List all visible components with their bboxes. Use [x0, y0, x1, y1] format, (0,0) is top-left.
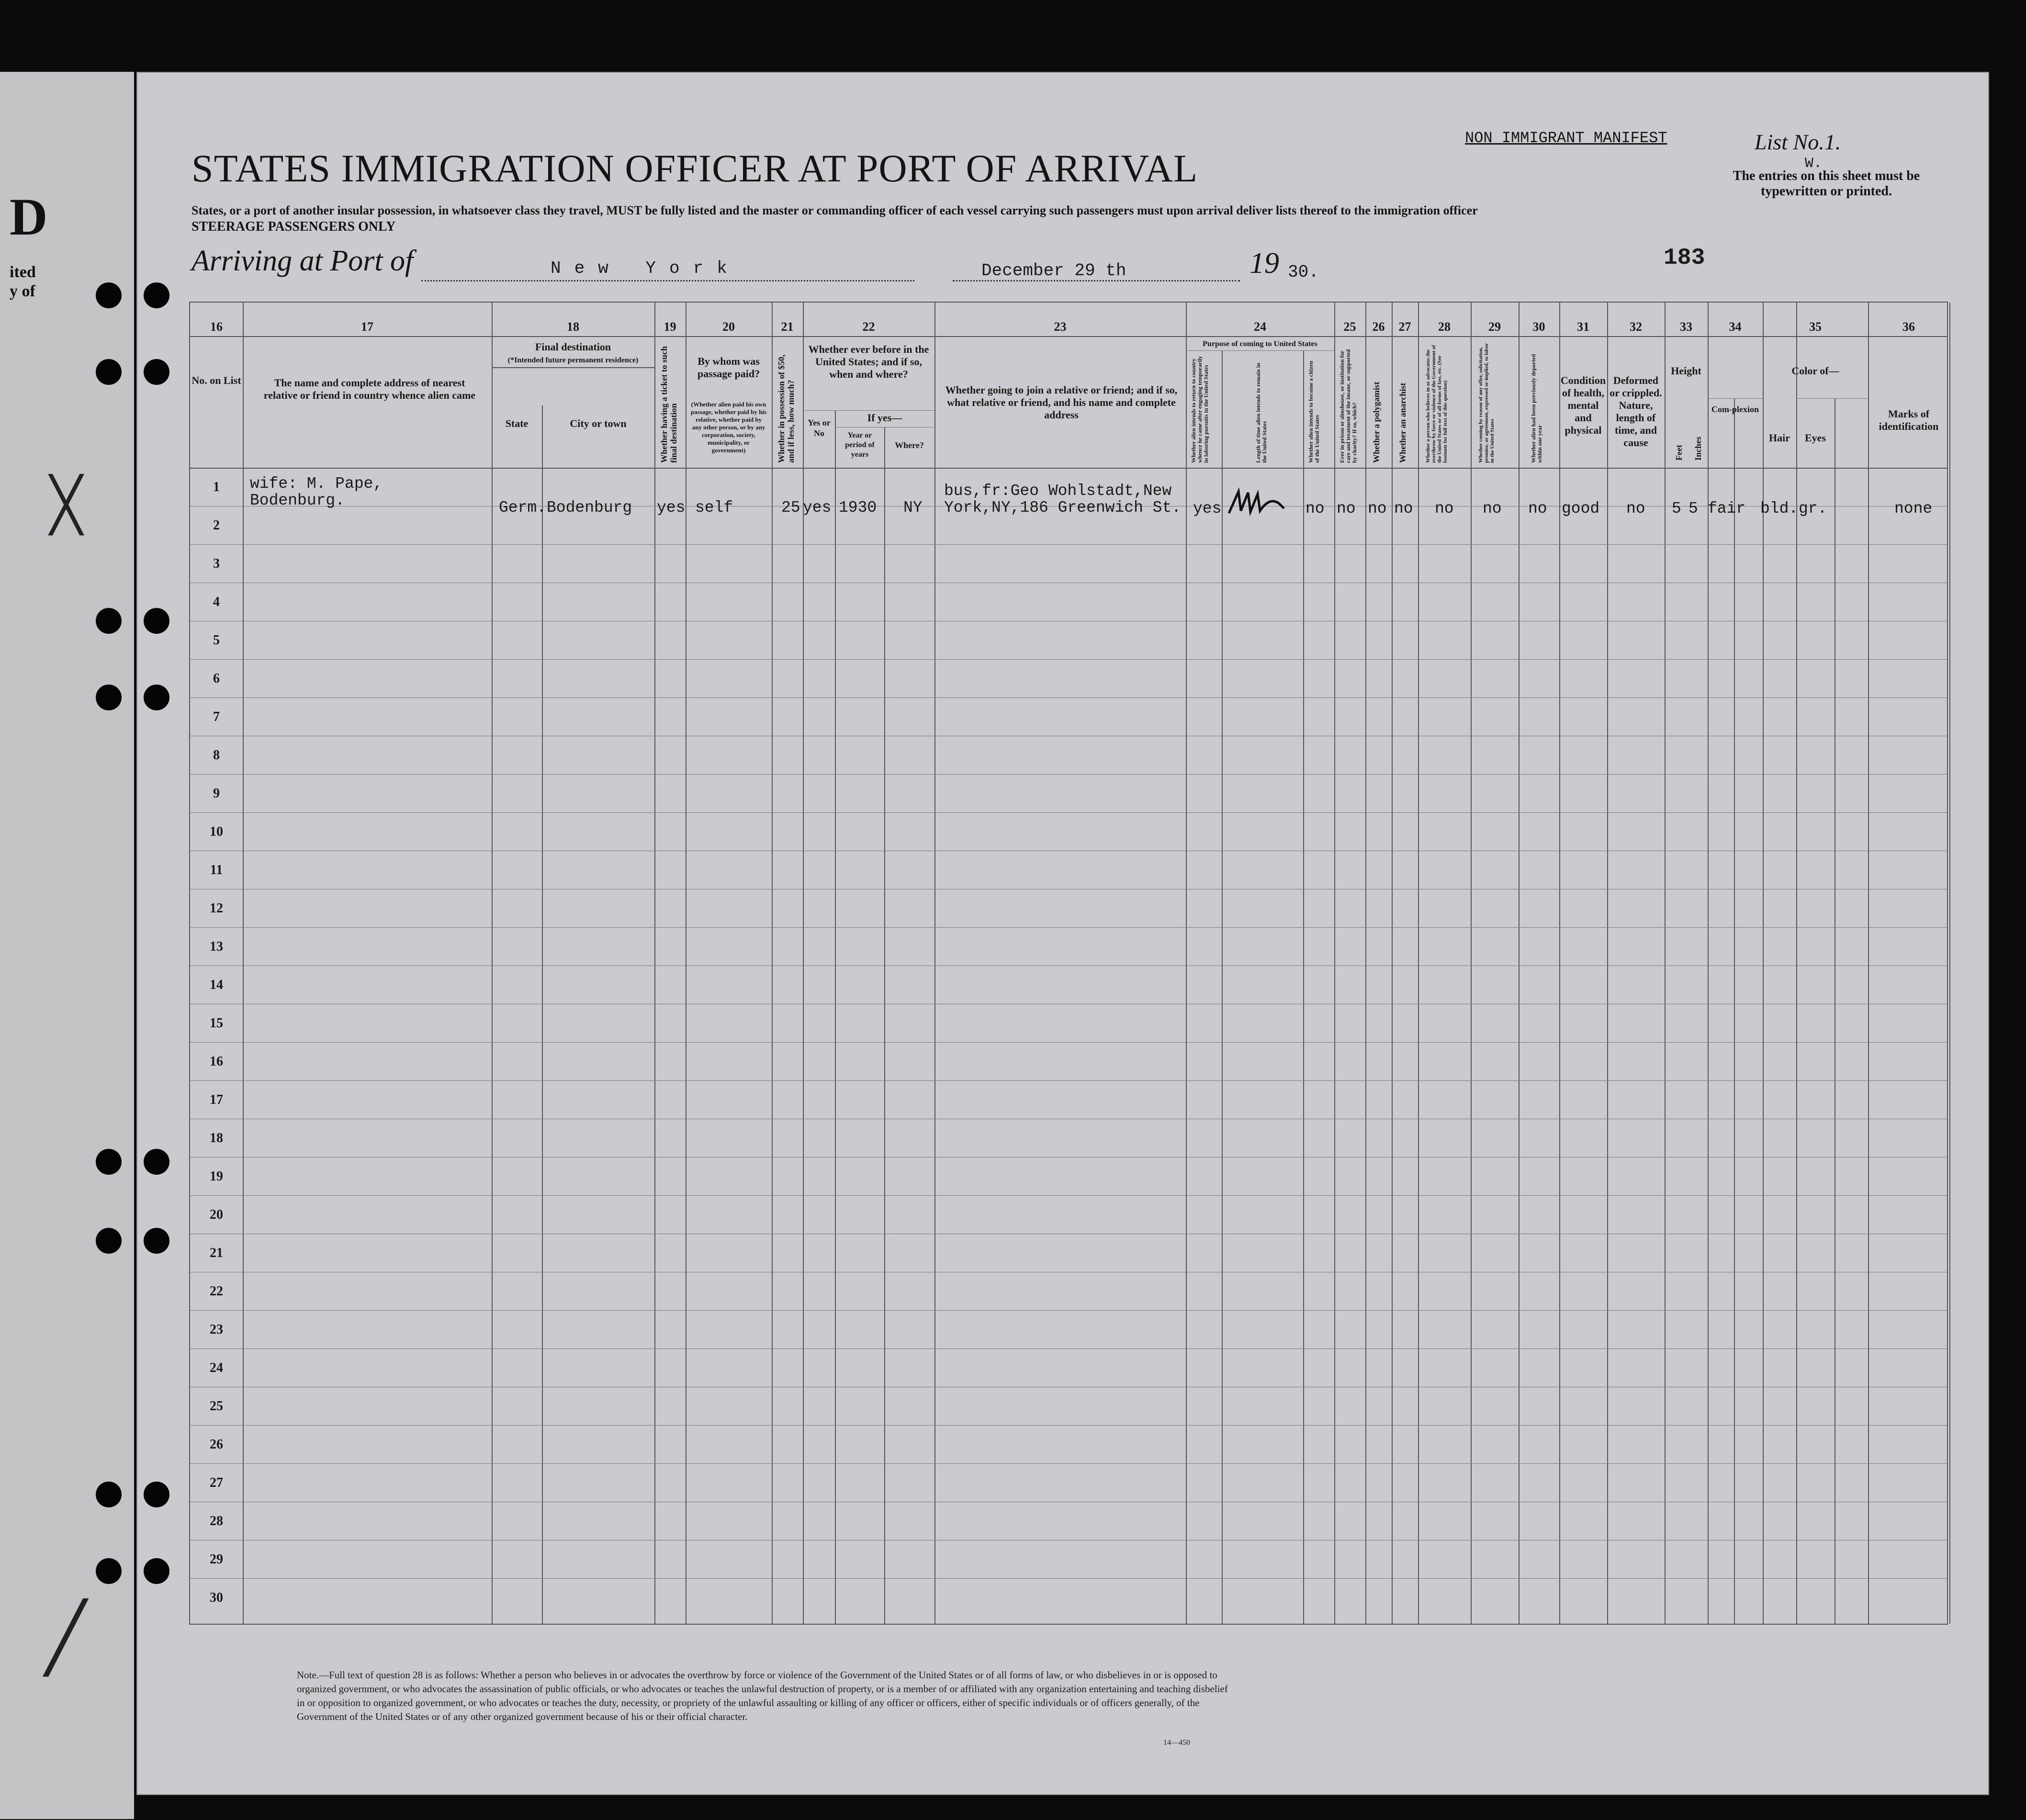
manifest-type: NON IMMIGRANT MANIFEST	[1465, 129, 1667, 147]
col-32-number: 32	[1630, 320, 1642, 334]
row-number: 15	[210, 1016, 223, 1031]
col-20-header: By whom was passage paid?	[697, 355, 760, 380]
col-33-header: Height	[1671, 365, 1701, 377]
entry-marks: none	[1894, 500, 1933, 517]
row-divider	[190, 544, 1947, 545]
col-24-number: 24	[1254, 320, 1266, 334]
entry-city: Bodenburg	[547, 499, 632, 517]
entry-state: Germ.	[499, 499, 547, 517]
row-divider	[190, 927, 1947, 928]
punch-hole	[144, 608, 169, 634]
col-27-number: 27	[1398, 320, 1411, 334]
row-number: 18	[210, 1131, 223, 1146]
col-20-subheader: (Whether alien paid his own passage, whether paid by his relative, whether paid by any other person, or by any corporation, society, municipality, or government)	[690, 401, 767, 454]
col-18-header: Final destination	[535, 341, 611, 353]
col-24c-header: Whether alien intends to become a citizen of the United States	[1307, 360, 1320, 463]
col-28-number: 28	[1438, 320, 1451, 334]
entry-offer: no	[1483, 500, 1502, 517]
col-22-header: Whether ever before in the United States; and if so, when and where?	[808, 343, 929, 380]
row-number: 7	[213, 709, 220, 724]
entry-feet: 5	[1672, 500, 1681, 517]
row-number: 29	[210, 1552, 223, 1567]
punch-hole	[144, 282, 169, 308]
col-35-header: Color of—	[1791, 365, 1839, 377]
x-mark: ╱	[45, 1599, 86, 1677]
row-divider	[190, 697, 1947, 698]
row-divider	[190, 1080, 1947, 1081]
col-22-ifyes-header: If yes—	[867, 412, 902, 424]
left-fragment-text-2: y of	[10, 282, 35, 300]
page-number: 183	[1664, 245, 1705, 271]
row-number: 3	[213, 556, 220, 571]
entry-hair: bld.	[1760, 500, 1799, 517]
entry-citizen: no	[1306, 500, 1325, 517]
punch-hole	[96, 1482, 122, 1507]
punch-hole	[96, 1558, 122, 1584]
row-number: 2	[213, 518, 220, 533]
port-value: New York	[551, 258, 741, 278]
entry-inches: 5	[1688, 500, 1698, 517]
col-27-header: Whether an anarchist	[1398, 382, 1407, 463]
col-36-header: Marks of identification	[1879, 408, 1939, 432]
punch-hole	[144, 685, 169, 710]
col-31-number: 31	[1577, 320, 1589, 334]
row-number: 25	[210, 1399, 223, 1414]
col-16-number: 16	[210, 320, 223, 334]
col-35-number: 35	[1809, 320, 1822, 334]
row-divider	[190, 774, 1947, 775]
entry-relative-line2: Bodenburg.	[250, 492, 345, 509]
col-33-feet-header: Feet	[1674, 445, 1684, 461]
entry-relative-line1: wife: M. Pape,	[250, 475, 383, 493]
col-22-number: 22	[862, 320, 875, 334]
punch-hole	[144, 359, 169, 385]
row-number: 4	[213, 595, 220, 609]
col-24b-header: Length of time alien intends to remain in the United States	[1255, 363, 1268, 463]
entry-deformed: no	[1626, 500, 1645, 517]
entry-overthrow: no	[1435, 500, 1454, 517]
punch-hole	[96, 1149, 122, 1175]
col-18-state-header: State	[505, 417, 529, 429]
row-number: 13	[210, 939, 223, 954]
row-number: 22	[210, 1284, 223, 1299]
punch-hole	[96, 608, 122, 634]
row-divider	[190, 659, 1947, 660]
class-label: STEERAGE PASSENGERS ONLY	[191, 219, 396, 234]
col-30-number: 30	[1532, 320, 1545, 334]
row-number: 26	[210, 1437, 223, 1452]
entry-anarchist: no	[1394, 500, 1413, 517]
entry-ticket: yes	[657, 499, 686, 517]
entry-money: 25	[781, 499, 800, 517]
form-number: 14—450	[1163, 1739, 1190, 1747]
row-number: 9	[213, 786, 220, 801]
col-29-header: Whether coming by reason of any offer, solicitation, promise, or agreement, expressed or implied, to labor in the United States	[1478, 343, 1495, 463]
row-number: 23	[210, 1322, 223, 1337]
col-21-header: Whether in possession of $50, and if less, how much?	[777, 354, 796, 463]
col-16-header: No. on List	[191, 374, 241, 386]
col-35-hair-header: Hair	[1769, 432, 1790, 444]
punch-hole	[144, 1228, 169, 1254]
row-divider	[190, 1578, 1947, 1579]
row-number: 28	[210, 1514, 223, 1528]
left-fragment-text-1: ited	[10, 263, 36, 281]
row-divider	[190, 1348, 1947, 1349]
col-28-header: Whether a person who believes in or advocates the overthrow by force or violence of the Government of the United States or of all forms of law, etc. (See footnote for full text of this question)	[1425, 345, 1448, 463]
col-29-number: 29	[1488, 320, 1501, 334]
col-21-number: 21	[781, 320, 794, 334]
entry-year: 1930	[839, 499, 877, 517]
row-number: 14	[210, 977, 223, 992]
arriving-label: Arriving at Port of	[191, 245, 414, 277]
col-36-number: 36	[1902, 320, 1915, 334]
col-31-header: Condition of health, mental and physical	[1560, 374, 1606, 436]
row-number: 16	[210, 1054, 223, 1069]
punch-hole	[144, 1558, 169, 1584]
row-number: 1	[213, 480, 220, 494]
row-divider	[190, 1463, 1947, 1464]
punch-hole	[144, 1482, 169, 1507]
list-number: List No.1.	[1755, 130, 1841, 154]
col-26-header: Whether a polygamist	[1372, 382, 1381, 463]
col-26-number: 26	[1372, 320, 1385, 334]
col-23-header: Whether going to join a relative or friend; and if so, what relative or friend, and his name and complete address	[945, 384, 1178, 421]
entry-health: good	[1562, 500, 1600, 517]
col-22-where-header: Where?	[895, 440, 924, 450]
col-24a-header: Whether alien intends to return to country whence he came after engaging temporarily in laboring pursuits in the United States	[1190, 356, 1209, 463]
row-divider	[190, 1195, 1947, 1196]
page-title: STATES IMMIGRATION OFFICER AT PORT OF ARRIVAL	[191, 146, 1198, 190]
row-number: 27	[210, 1475, 223, 1490]
entry-join-line1: bus,fr:Geo Wohlstadt,New	[944, 482, 1172, 500]
manifest-table	[189, 302, 1948, 1625]
col-18-city-header: City or town	[570, 417, 627, 429]
col-18-number: 18	[567, 320, 579, 334]
entry-deported: no	[1528, 500, 1547, 517]
row-number: 20	[210, 1207, 223, 1222]
row-number: 19	[210, 1169, 223, 1184]
row-number: 8	[213, 748, 220, 763]
list-suffix: W.	[1805, 156, 1823, 172]
row-number: 5	[213, 633, 220, 648]
row-divider	[190, 1425, 1947, 1426]
port-line	[421, 280, 914, 281]
col-34-header: Com-plexion	[1711, 404, 1759, 414]
col-22-yesno-header: Yes or No	[808, 418, 831, 438]
col-17-number: 17	[361, 320, 373, 334]
x-mark: ╳	[50, 474, 82, 535]
col-20-number: 20	[722, 320, 735, 334]
col-33-inches-header: Inches	[1693, 436, 1703, 461]
entry-before-us: yes	[803, 499, 832, 517]
entry-where: NY	[903, 499, 923, 517]
col-19-header: Whether having a ticket to such final destination	[659, 346, 678, 463]
col-32-header: Deformed or crippled. Nature, length of time, and cause	[1610, 374, 1662, 449]
row-number: 24	[210, 1360, 223, 1375]
row-number: 6	[213, 671, 220, 686]
col-22-year-header: Year or period of years	[845, 431, 875, 459]
entry-eyes: gr.	[1799, 500, 1827, 517]
punch-hole	[96, 1228, 122, 1254]
row-number: 10	[210, 824, 223, 839]
entry-prison: no	[1337, 500, 1356, 517]
col-17-header: The name and complete address of nearest relative or friend in country whence alien came	[263, 377, 476, 401]
year-prefix: 19	[1249, 247, 1279, 280]
row-divider	[190, 812, 1947, 813]
entry-complexion: fair	[1708, 500, 1746, 517]
col-18-subheader: (*Intended future permanent residence)	[507, 356, 639, 364]
punch-hole	[144, 1149, 169, 1175]
col-25-header: Ever in prison or almshouse, or institution for care and treatment of the insane, or supported by charity? If so, which?	[1339, 349, 1358, 463]
entries-note: The entries on this sheet must be typewritten or printed.	[1733, 169, 1920, 199]
punch-hole	[96, 282, 122, 308]
handwritten-scribble	[1227, 487, 1289, 520]
row-number: 21	[210, 1246, 223, 1260]
col-19-number: 19	[664, 320, 676, 334]
left-fragment-letter: D	[10, 188, 48, 246]
row-number: 17	[210, 1092, 223, 1107]
row-number: 11	[210, 863, 223, 877]
col-24-header: Purpose of coming to United States	[1203, 340, 1317, 348]
year-suffix: 30.	[1288, 262, 1319, 282]
row-divider	[190, 1042, 1947, 1043]
col-25-number: 25	[1343, 320, 1356, 334]
col-23-number: 23	[1054, 320, 1067, 334]
col-30-header: Whether alien had been previously deported within one year	[1530, 354, 1543, 463]
row-number: 30	[210, 1590, 223, 1605]
subtitle: States, or a port of another insular possession, in whatsoever class they travel, MUST be fully listed and the master or commanding officer of each vessel carrying such passengers must upon arrival deliver lists thereof to the immigration officer	[191, 203, 1478, 217]
entry-polygamist: no	[1368, 500, 1387, 517]
entry-paid-by: self	[695, 499, 733, 517]
footnote: Note.—Full text of question 28 is as follows: Whether a person who believes in or advocates the overthrow by force or violence of the Government of the United States or of all forms of law, or who disbelieves in or is opposed to organized government, or who advocates the assassination of public officials, or who advocates or teaches the unlawful destruction of property, or is a member of or affiliated with any organization entertaining and teaching disbelief in or opposition to organized government, or who advocates or teaches the duty, necessity, or propriety of the unlawful assaulting or killing of any officer or officers, either of specific individuals or of officers generally, of the Government of the United States or of any other organized government because of his or their official character.	[297, 1669, 1228, 1722]
entry-return: yes	[1193, 500, 1222, 517]
col-33-number: 33	[1680, 320, 1692, 334]
entry-join-line2: York,NY,186 Greenwich St.	[944, 499, 1182, 517]
punch-hole	[96, 685, 122, 710]
left-page-fragment	[0, 72, 134, 1819]
punch-hole	[96, 359, 122, 385]
col-35-eyes-header: Eyes	[1805, 432, 1826, 444]
row-number: 12	[210, 901, 223, 916]
col-34-number: 34	[1729, 320, 1742, 334]
date-value: December 29 th	[981, 261, 1126, 281]
row-divider	[190, 1310, 1947, 1311]
